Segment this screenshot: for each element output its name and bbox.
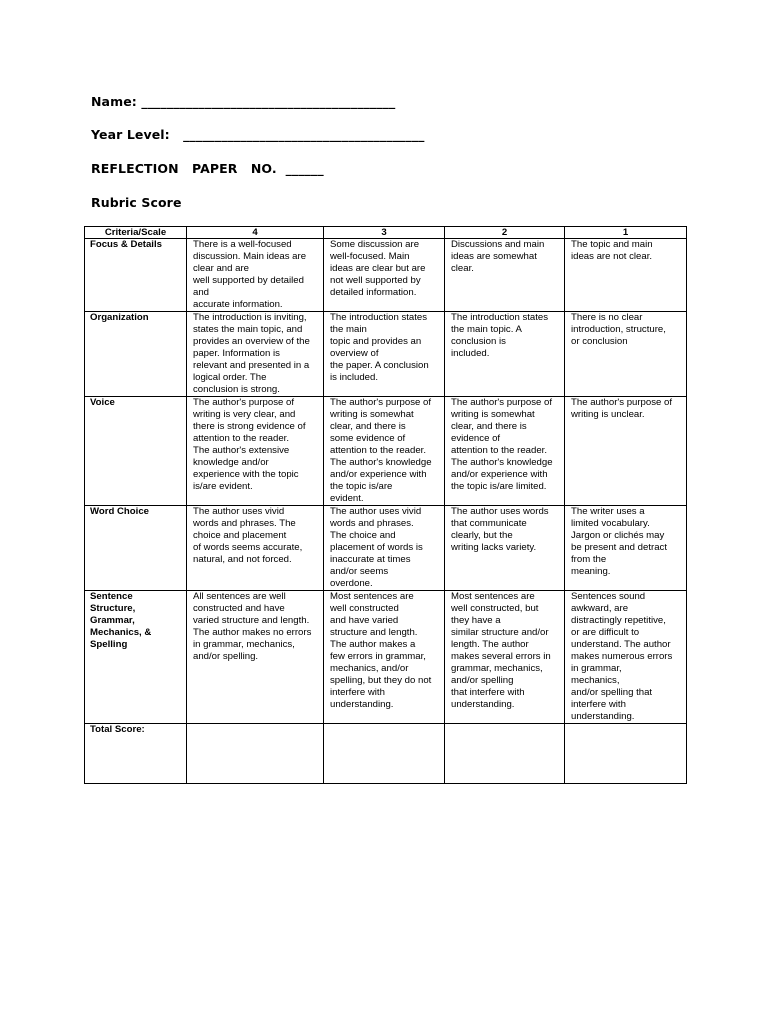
sentence-structure-score-1: Sentences sound awkward, are distractingly repetitive, or are difficult to understand. The author makes numerous errors in grammar, mechanics, and/or spelling that interfere with understanding.: [565, 591, 687, 724]
total-score-cell-2[interactable]: [445, 724, 565, 784]
paper-number-heading: REFLECTION PAPER NO. ______: [91, 161, 324, 176]
voice-score-1: The author's purpose of writing is unclear.: [565, 397, 687, 506]
organization-score-4: The introduction is inviting, states the main topic, and provides an overview of the paper. Information is relevant and presented in a logical order. The conclusion is strong.: [187, 312, 324, 397]
focus-details-score-4: There is a well-focused discussion. Main ideas are clear and are well supported by detailed and accurate information.: [187, 239, 324, 312]
word-choice-score-2: The author uses words that communicate clearly, but the writing lacks variety.: [445, 506, 565, 591]
column-header-criteria: Criteria/Scale: [85, 227, 187, 239]
criteria-voice: Voice: [85, 397, 187, 506]
focus-details-score-1: The topic and main ideas are not clear.: [565, 239, 687, 312]
column-header-score-4: 4: [187, 227, 324, 239]
rubric-row-focus-details: [85, 239, 687, 312]
word-choice-score-4: The author uses vivid words and phrases. The choice and placement of words seems accurate, natural, and not forced.: [187, 506, 324, 591]
name-field-label: Name: ________________________________________: [91, 94, 396, 109]
rubric-row-word-choice: [85, 506, 687, 591]
total-score-label: Total Score:: [85, 724, 187, 784]
criteria-organization: Organization: [85, 312, 187, 397]
voice-score-2: The author's purpose of writing is somewhat clear, and there is evidence of attention to the reader. The author's knowledge and/or experience with the topic is/are limited.: [445, 397, 565, 506]
organization-score-1: There is no clear introduction, structure, or conclusion: [565, 312, 687, 397]
criteria-sentence-structure: Sentence Structure, Grammar, Mechanics, & Spelling: [85, 591, 187, 724]
rubric-row-total-score: [85, 724, 687, 784]
word-choice-score-1: The writer uses a limited vocabulary. Jargon or clichés may be present and detract from the meaning.: [565, 506, 687, 591]
rubric-row-organization: [85, 312, 687, 397]
year-level-field-label: Year Level: ______________________________________: [91, 127, 425, 142]
criteria-word-choice: Word Choice: [85, 506, 187, 591]
total-score-cell-1[interactable]: [565, 724, 687, 784]
criteria-focus-details: Focus & Details: [85, 239, 187, 312]
column-header-score-1: 1: [565, 227, 687, 239]
rubric-score-heading: Rubric Score: [91, 195, 182, 210]
word-choice-score-3: The author uses vivid words and phrases. The choice and placement of words is inaccurate at times and/or seems overdone.: [324, 506, 445, 591]
sentence-structure-score-3: Most sentences are well constructed and have varied structure and length. The author makes a few errors in grammar, mechanics, and/or spelling, but they do not interfere with understanding.: [324, 591, 445, 724]
focus-details-score-2: Discussions and main ideas are somewhat clear.: [445, 239, 565, 312]
sentence-structure-score-4: All sentences are well constructed and have varied structure and length. The author makes no errors in grammar, mechanics, and/or spelling.: [187, 591, 324, 724]
rubric-table: [84, 226, 687, 784]
organization-score-3: The introduction states the main topic and provides an overview of the paper. A conclusion is included.: [324, 312, 445, 397]
rubric-row-voice: [85, 397, 687, 506]
total-score-cell-3[interactable]: [324, 724, 445, 784]
voice-score-3: The author's purpose of writing is somewhat clear, and there is some evidence of attention to the reader. The author's knowledge and/or experience with the topic is/are evident.: [324, 397, 445, 506]
organization-score-2: The introduction states the main topic. A conclusion is included.: [445, 312, 565, 397]
rubric-row-sentence-structure: [85, 591, 687, 724]
sentence-structure-score-2: Most sentences are well constructed, but they have a similar structure and/or length. The author makes several errors in grammar, mechanics, and/or spelling that interfere with understanding.: [445, 591, 565, 724]
voice-score-4: The author's purpose of writing is very clear, and there is strong evidence of attention to the reader. The author's extensive knowledge and/or experience with the topic is/are evident.: [187, 397, 324, 506]
rubric-header-row: [85, 227, 687, 239]
total-score-cell-4[interactable]: [187, 724, 324, 784]
column-header-score-2: 2: [445, 227, 565, 239]
focus-details-score-3: Some discussion are well-focused. Main ideas are clear but are not well supported by detailed information.: [324, 239, 445, 312]
column-header-score-3: 3: [324, 227, 445, 239]
